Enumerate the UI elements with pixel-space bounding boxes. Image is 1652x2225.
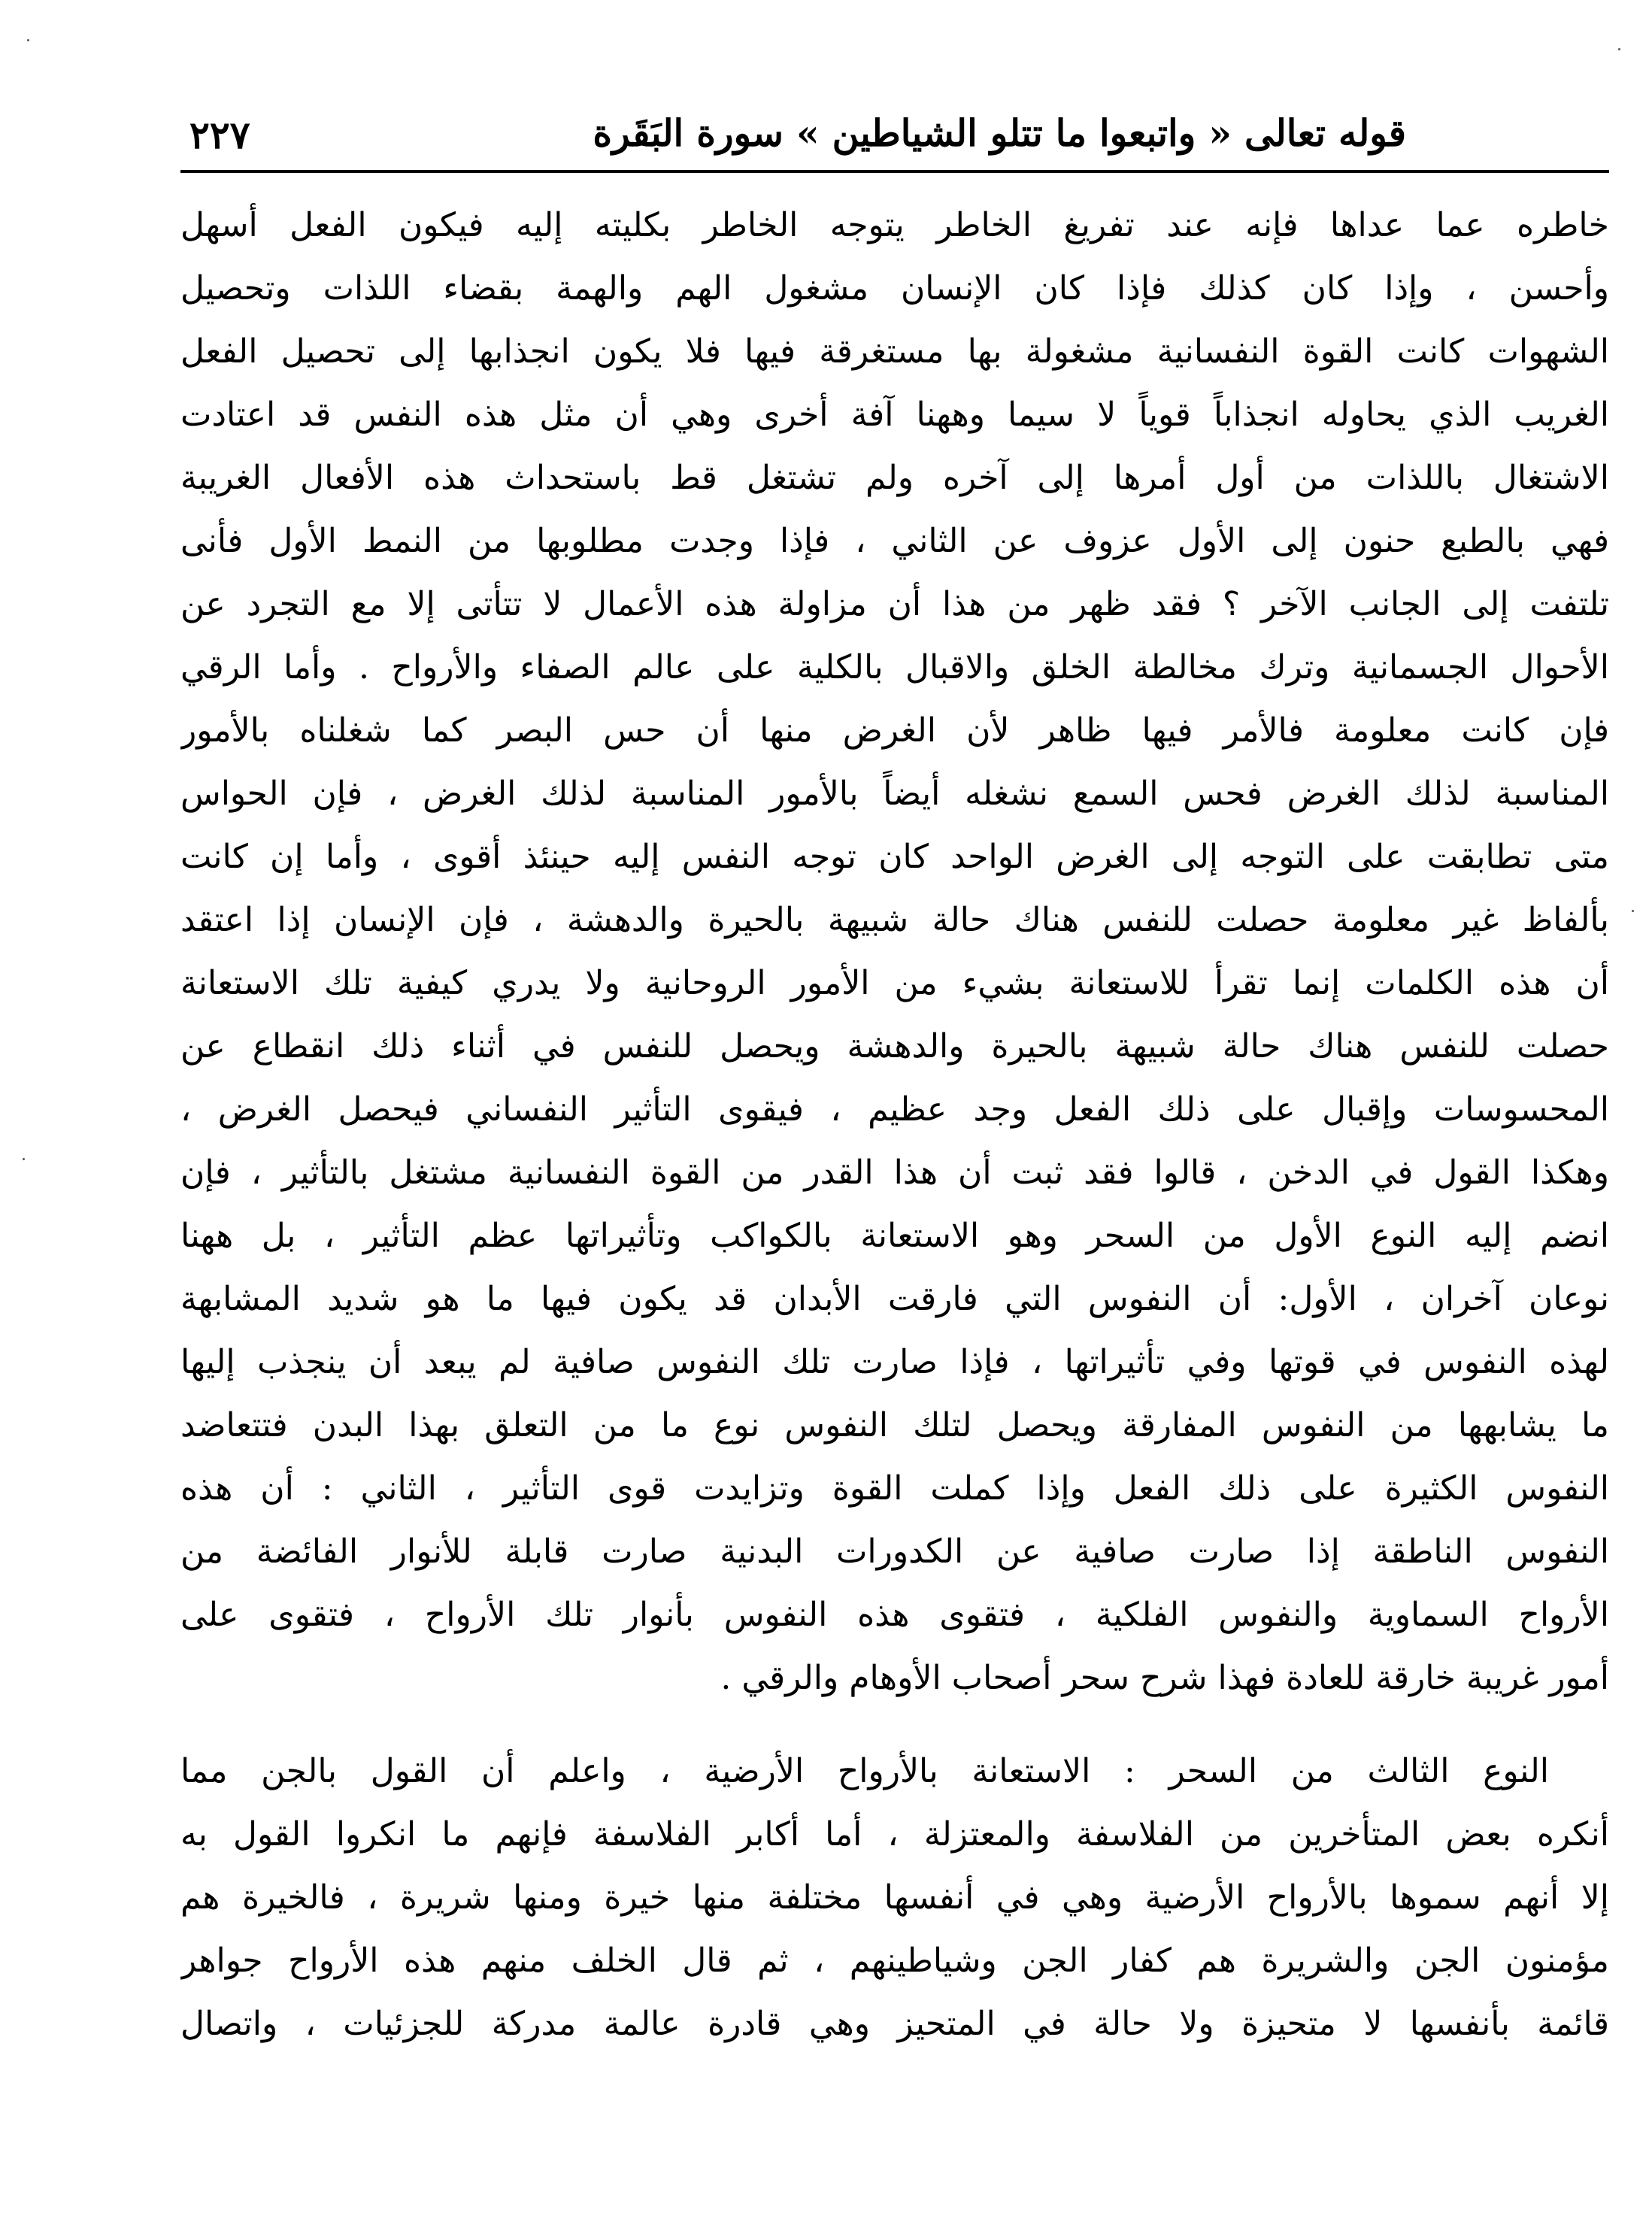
text-line: المحسوسات وإقبال على ذلك الفعل وجد عظيم ، فيقوى التأثير النفساني فيحصل الغرض ، — [180, 1090, 1609, 1129]
text-line: بألفاظ غير معلومة حصلت للنفس هناك حالة شبيهة بالحيرة والدهشة ، فإن الإنسان إذا اعتقد — [180, 901, 1609, 939]
paragraph-gap — [180, 1710, 1609, 1740]
text-line: النوع الثالث من السحر : الاستعانة بالأرواح الأرضية ، واعلم أن القول بالجن مما — [180, 1752, 1549, 1790]
scan-speck — [23, 1158, 25, 1160]
paragraph-2 — [180, 1740, 1609, 2056]
text-line: قائمة بأنفسها لا متحيزة ولا حالة في المتحيز وهي قادرة عالمة مدركة للجزئيات ، واتصال — [180, 2005, 1609, 2043]
text-line: الغريب الذي يحاوله انجذاباً قوياً لا سيما وههنا آفة أخرى وهي أن مثل هذه النفس قد اعتادت — [180, 396, 1609, 434]
text-line: نوعان آخران ، الأول: أن النفوس التي فارقت الأبدان قد يكون فيها ما هو شديد المشابهة — [180, 1280, 1609, 1318]
scan-speck — [27, 39, 29, 41]
header-title: قوله تعالى « واتبعوا ما تتلو الشياطين » سورة البَقَرة — [593, 111, 1406, 155]
text-line: انضم إليه النوع الأول من السحر وهو الاستعانة بالكواكب وتأثيراتها عظم التأثير ، بل ههنا — [180, 1217, 1609, 1255]
text-line: إلا أنهم سموها بالأرواح الأرضية وهي في أنفسها مختلفة منها خيرة ومنها شريرة ، فالخيرة هم — [180, 1878, 1609, 1917]
text-line: المناسبة لذلك الغرض فحس السمع نشغله أيضاً بالأمور المناسبة لذلك الغرض ، فإن الحواس — [180, 775, 1609, 813]
text-line: النفوس الناطقة إذا صارت صافية عن الكدورات البدنية صارت قابلة للأنوار الفائضة من — [180, 1532, 1609, 1571]
text-line: أمور غريبة خارقة للعادة فهذا شرح سحر أصحاب الأوهام والرقي . — [720, 1659, 1609, 1697]
text-line: تلتفت إلى الجانب الآخر ؟ فقد ظهر من هذا أن مزاولة هذه الأعمال لا تتأتى إلا مع التجرد عن — [180, 585, 1609, 623]
scan-speck — [1632, 910, 1634, 912]
text-line: الأحوال الجسمانية وترك مخالطة الخلق والاقبال بالكلية على عالم الصفاء والأرواح . وأما الرقي — [180, 648, 1609, 687]
running-header — [180, 105, 1609, 173]
text-line: النفوس الكثيرة على ذلك الفعل وإذا كملت القوة وتزايدت قوى التأثير ، الثاني : أن هذه — [180, 1469, 1609, 1508]
text-line: حصلت للنفس هناك حالة شبيهة بالحيرة والدهشة ويحصل للنفس في أثناء ذلك انقطاع عن — [180, 1027, 1609, 1066]
text-line: متى تطابقت على التوجه إلى الغرض الواحد كان توجه النفس إليه حينئذ أقوى ، وأما إن كانت — [180, 838, 1609, 876]
body-text — [180, 194, 1609, 2056]
header-rule — [180, 170, 1609, 173]
text-line: لهذه النفوس في قوتها وفي تأثيراتها ، فإذا صارت تلك النفوس صافية لم يبعد أن ينجذب إليها — [180, 1343, 1609, 1381]
text-line: ما يشابهها من النفوس المفارقة ويحصل لتلك النفوس نوع ما من التعلق بهذا البدن فتتعاضد — [180, 1406, 1609, 1444]
text-line: وهكذا القول في الدخن ، قالوا فقد ثبت أن هذا القدر من القوة النفسانية مشتغل بالتأثير ، فإن — [180, 1153, 1609, 1192]
text-line: فإن كانت معلومة فالأمر فيها ظاهر لأن الغرض منها أن حس البصر كما شغلناه بالأمور — [180, 711, 1609, 750]
text-line: مؤمنون الجن والشريرة هم كفار الجن وشياطينهم ، ثم قال الخلف منهم هذه الأرواح جواهر — [180, 1942, 1609, 1980]
text-line: الأرواح السماوية والنفوس الفلكية ، فتقوى هذه النفوس بأنوار تلك الأرواح ، فتقوى على — [180, 1596, 1609, 1634]
text-line: خاطره عما عداها فإنه عند تفريغ الخاطر يتوجه الخاطر بكليته إليه فيكون الفعل أسهل — [180, 206, 1609, 244]
paragraph-1 — [180, 194, 1609, 1710]
text-line: أن هذه الكلمات إنما تقرأ للاستعانة بشيء من الأمور الروحانية ولا يدري كيفية تلك الاستعانة — [180, 964, 1609, 1002]
text-line: فهي بالطبع حنون إلى الأول عزوف عن الثاني ، فإذا وجدت مطلوبها من النمط الأول فأنى — [180, 522, 1609, 560]
text-line: الشهوات كانت القوة النفسانية مشغولة بها مستغرقة فيها فلا يكون انجذابها إلى تحصيل الفعل — [180, 332, 1609, 371]
text-line: أنكره بعض المتأخرين من الفلاسفة والمعتزلة ، أما أكابر الفلاسفة فإنهم ما انكروا القول به — [180, 1815, 1609, 1854]
text-line: الاشتغال باللذات من أول أمرها إلى آخره ولم تشتغل قط باستحداث هذه الأفعال الغريبة — [180, 459, 1609, 497]
page-number: ٢٢٧ — [189, 113, 250, 157]
text-line: وأحسن ، وإذا كان كذلك فإذا كان الإنسان مشغول الهم والهمة بقضاء اللذات وتحصيل — [180, 269, 1609, 308]
scan-speck — [1618, 48, 1620, 50]
